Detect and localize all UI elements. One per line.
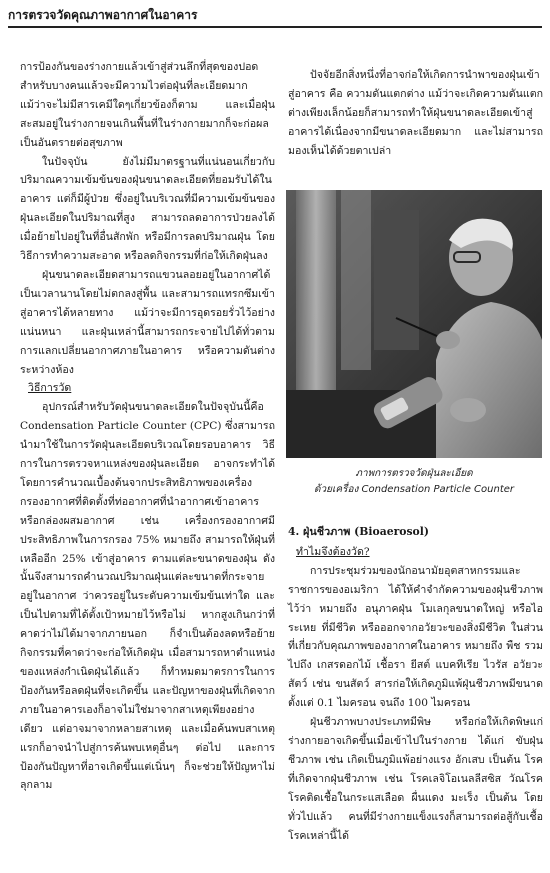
page-header [8, 6, 542, 28]
right-paragraph-2: การประชุมร่วมของนักอนามัยอุตสาหกรรมและราชการของอเมริกา ได้ให้คำจำกัดความของฝุ่นชีวภาพไว้ว่า หมายถึง อนุภาคฝุ่น โมเลกุลขนาดใหญ่ หรือไอระเหย ที่มีชีวิต หรือออกจากอวัยวะของสิ่งมีชีวิต ในส่วนที่เกี่ยวกับคุณภาพของอากาศในอาคาร หมายถึง พืช รวมไปถึง เกสรดอกไม้ เชื้อรา ยีสต์ แบคทีเรีย ไวรัส อวัยวะสัตว์ เช่น ขนสัตว์ สารก่อให้เกิดภูมิแพ้ฝุ่นชีวภาพมีขนาดตั้งแต่ 0.1 ไมครอน จนถึง 100 ไมครอน [288, 564, 543, 710]
left-column [20, 58, 275, 795]
right-paragraph-1: ปัจจัยอีกสิ่งหนึ่งที่อาจก่อให้เกิดการนำพาของฝุ่นเข้าสู่อาคาร คือ ความดันแตกต่าง แม้ว่าจะเกิดความดันแตกต่างเพียงเล็กน้อยก็สามารถทำให้ฝุ่นขนาดละเอียดเข้าสู่อาคารได้เนื่องจากมีขนาดละเอียดมาก และไม่สามารถมองเห็นได้ด้วยตาเปล่า [288, 69, 543, 157]
header-title: การตรวจวัดคุณภาพอากาศในอาคาร [8, 8, 198, 22]
caption-line-2: ด้วยเครื่อง Condensation Particle Counter [314, 484, 514, 495]
bioaerosol-section [288, 521, 543, 845]
section-4-title: 4. ฝุ่นชีวภาพ (Bioaerosol) [288, 525, 429, 538]
caption-line-1: ภาพการตรวจวัดฝุ่นละเอียด [355, 468, 473, 479]
left-paragraph-2: ในปัจจุบัน ยังไม่มีมาตรฐานที่แน่นอนเกี่ยวกับปริมาณความเข้มข้นของฝุ่นขนาดละเอียดที่ยอมรับได้ในอาคาร แต่ก็มีผู้ป่วย ซึ่งอยู่ในบริเวณที่มีความเข้มข้นของฝุ่นละเอียดในปริมาณที่สูง สามารถลดอาการป่วยลงได้เมื่อย้ายไปอยู่ในที่อื่นสักพัก หรือมีการลดปริมาณฝุ่น โดยวิธีการทำความสะอาด หรือลดกิจกรรมที่ก่อให้เกิดฝุ่นลง [20, 155, 275, 263]
left-paragraph-3: ฝุ่นขนาดละเอียดสามารถแขวนลอยอยู่ในอากาศได้เป็นเวลานานโดยไม่ตกลงสู่พื้น และสามารถแทรกซึมเข้าสู่อาคารได้หลายทาง แม้ว่าจะมีการอุดรอยรั่วไว้อย่างแน่นหนา และฝุ่นเหล่านี้สามารถกระจายไปได้ทั่วตามการแลกเปลี่ยนอากาศภายในอาคาร หรือความดันต่างระหว่างห้อง [20, 268, 275, 376]
right-column-top [288, 66, 543, 161]
left-paragraph-4: อุปกรณ์สำหรับวัดฝุ่นขนาดละเอียดในปัจจุบันนี้คือ Condensation Particle Counter (CPC) ซึ่งสามารถนำมาใช้ในการวัดฝุ่นละเอียดบริเวณโดยรอบอาคาร วิธีการในการตรวจหาแหล่งของฝุ่นละเอียด อาจกระทำได้โดยการคำนวณเบื้องต้นจากประสิทธิภาพของเครื่องกรองอากาศที่ติดตั้งที่ท่ออากาศที่นำอากาศเข้าอาคาร หรือกล่องผสมอากาศ เช่น เครื่องกรองอากาศมีประสิทธิภาพในการกรอง 75% หมายถึง สามารถให้ฝุ่นที่เหลืออีก 25% เข้าสู่อาคาร ตามแต่ละขนาดของฝุ่น ดังนั้นจึงสามารถคำนวณปริมาณฝุ่นแต่ละขนาดที่กระจายอยู่ในอากาศ ว่าควรอยู่ในระดับความเข้มข้นเท่าใด และเป็นไปตามที่ได้ตั้งเป้าหมายไว้หรือไม่ หากสูงเกินกว่าที่คาดว่าไม่ได้มาจากภายนอก ก็จำเป็นต้องลดหรือย้ายกิจกรรมที่คาดว่าจะก่อให้เกิดฝุ่น เมื่อสามารถหาตำแหน่งของแหล่งกำเนิดฝุ่นได้แล้ว ก็ทำหมดมาตรการในการป้องกันหรือลดฝุ่นที่จะเกิดขึ้น และปัญหาของฝุ่นที่เกิดจากภายในอาคารเองก็อาจไม่ใช่มาจากสาเหตุเพียงอย่างเดียว แต่อาจมาจากหลายสาเหตุ และเมื่อค้นพบสาเหตุแรกก็อาจนำไปสู่การค้นพบเหตุอื่นๆ ต่อไป และการป้องกันปัญหาที่อาจเกิดขึ้นแต่เนิ่นๆ ก็จะช่วยให้ปัญหาไม่ลุกลาม [20, 401, 275, 792]
photo-illustration [286, 190, 542, 458]
why-measure-subtitle: ทำไมจึงต้องวัด? [296, 545, 370, 558]
left-paragraph-1: การป้องกันของร่างกายแล้วเข้าสู่ส่วนลึกที่สุดของปอด สำหรับบางคนแล้วจะมีความไวต่อฝุ่นที่ละเอียดมาก แม้ว่าจะไม่มีสารเคมีใดๆเกี่ยวข้องก็ตาม และเมื่อฝุ่นสะสมอยู่ในร่างกายจนเกินพื้นที่ในร่างกายมากก็จะก่อผลเป็นอันตรายต่อสุขภาพ [20, 61, 275, 149]
cpc-measurement-photo [286, 190, 542, 458]
measurement-method-subtitle: วิธีการวัด [28, 382, 72, 395]
right-paragraph-3: ฝุ่นชีวภาพบางประเภทมีพิษ หรือก่อให้เกิดพิษแก่ร่างกายอาจเกิดขึ้นเมื่อเข้าไปในร่างกาย ได้แก่ ขับฝุ่นชีวภาพ เช่น เกิดเป็นภูมิแพ้อย่างแรง อักเสบ เป็นต้น โรคที่เกิดจากฝุ่นชีวภาพ เช่น โรคเลจิโอเนลลีสซิส วัณโรค โรคติดเชื้อในกระแสเลือด ผื่นแดง มะเร็ง เป็นต้น โดยทั่วไปแล้ว คนที่มีร่างกายแข็งแรงก็สามารถต่อสู้กับเชื้อโรคเหล่านี้ได้ [288, 716, 543, 842]
photo-caption [286, 466, 542, 498]
